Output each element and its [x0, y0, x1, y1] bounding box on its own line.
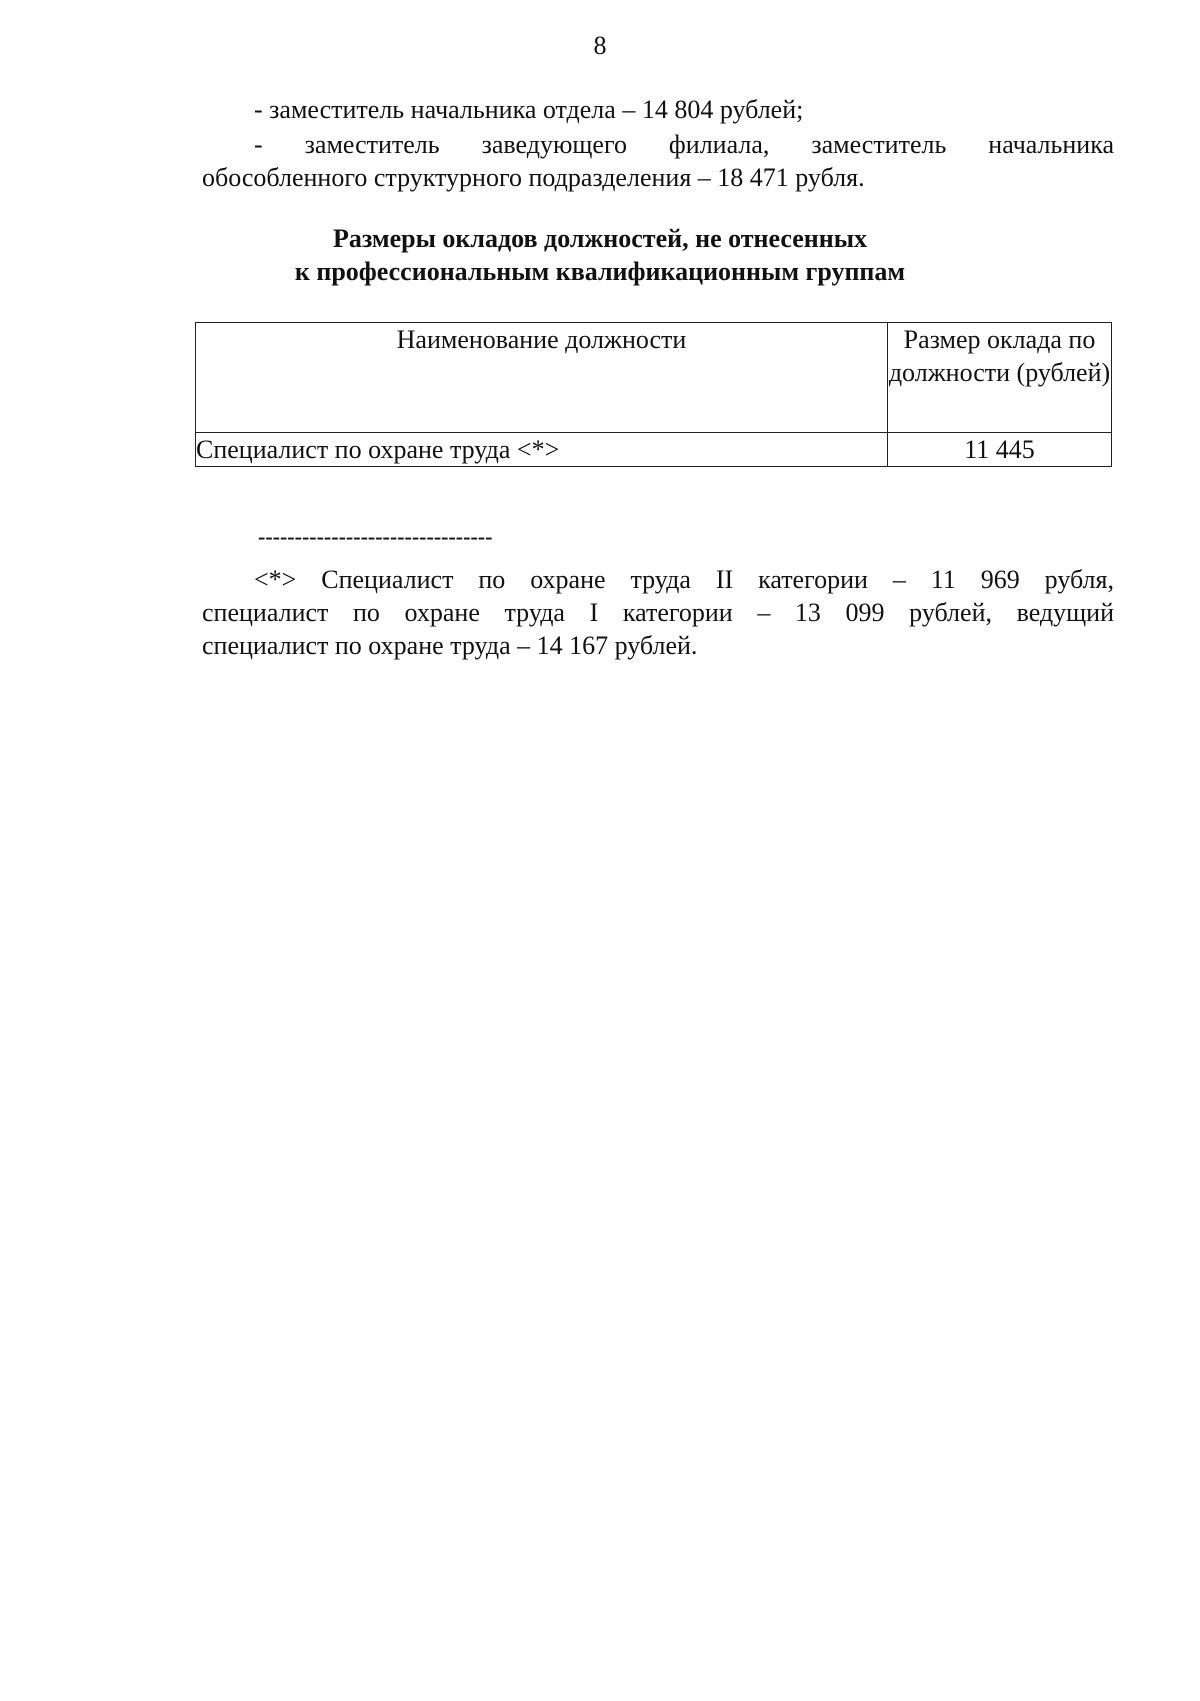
salary-table — [195, 322, 1112, 467]
heading-line: Размеры окладов должностей, не отнесенных — [332, 224, 868, 253]
paragraph-deputy-branch-head — [202, 128, 1114, 194]
cell-position-name: Специалист по охране труда <*> — [196, 433, 888, 467]
paragraph-line: - заместитель заведующего филиала, заместитель начальника — [254, 130, 1114, 159]
paragraph-line: обособленного структурного подразделения – 18 471 рубля. — [202, 163, 865, 192]
footnote-line: <*> Специалист по охране труда II категории – 11 969 рубля, — [254, 565, 1114, 594]
header-position-name: Наименование должности — [196, 323, 888, 433]
heading-line: к профессиональным квалификационным группам — [294, 257, 906, 286]
page-number: 8 — [593, 31, 607, 60]
footnote-line: специалист по охране труда – 14 167 рублей. — [202, 631, 698, 660]
paragraph-deputy-head-department — [202, 93, 1114, 126]
footnote-line: специалист по охране труда I категории – 13 099 рублей, ведущий — [202, 598, 1114, 627]
table-header-row — [196, 323, 1112, 433]
paragraph-line: - заместитель начальника отдела – 14 804 рублей; — [254, 95, 804, 124]
cell-salary-size: 11 445 — [888, 433, 1112, 467]
table-row — [196, 433, 1112, 467]
footnote-separator: -------------------------------- — [258, 524, 493, 549]
footnote — [202, 563, 1114, 662]
header-salary-size: Размер оклада по должности (рублей) — [888, 323, 1112, 433]
section-heading — [0, 222, 1200, 288]
